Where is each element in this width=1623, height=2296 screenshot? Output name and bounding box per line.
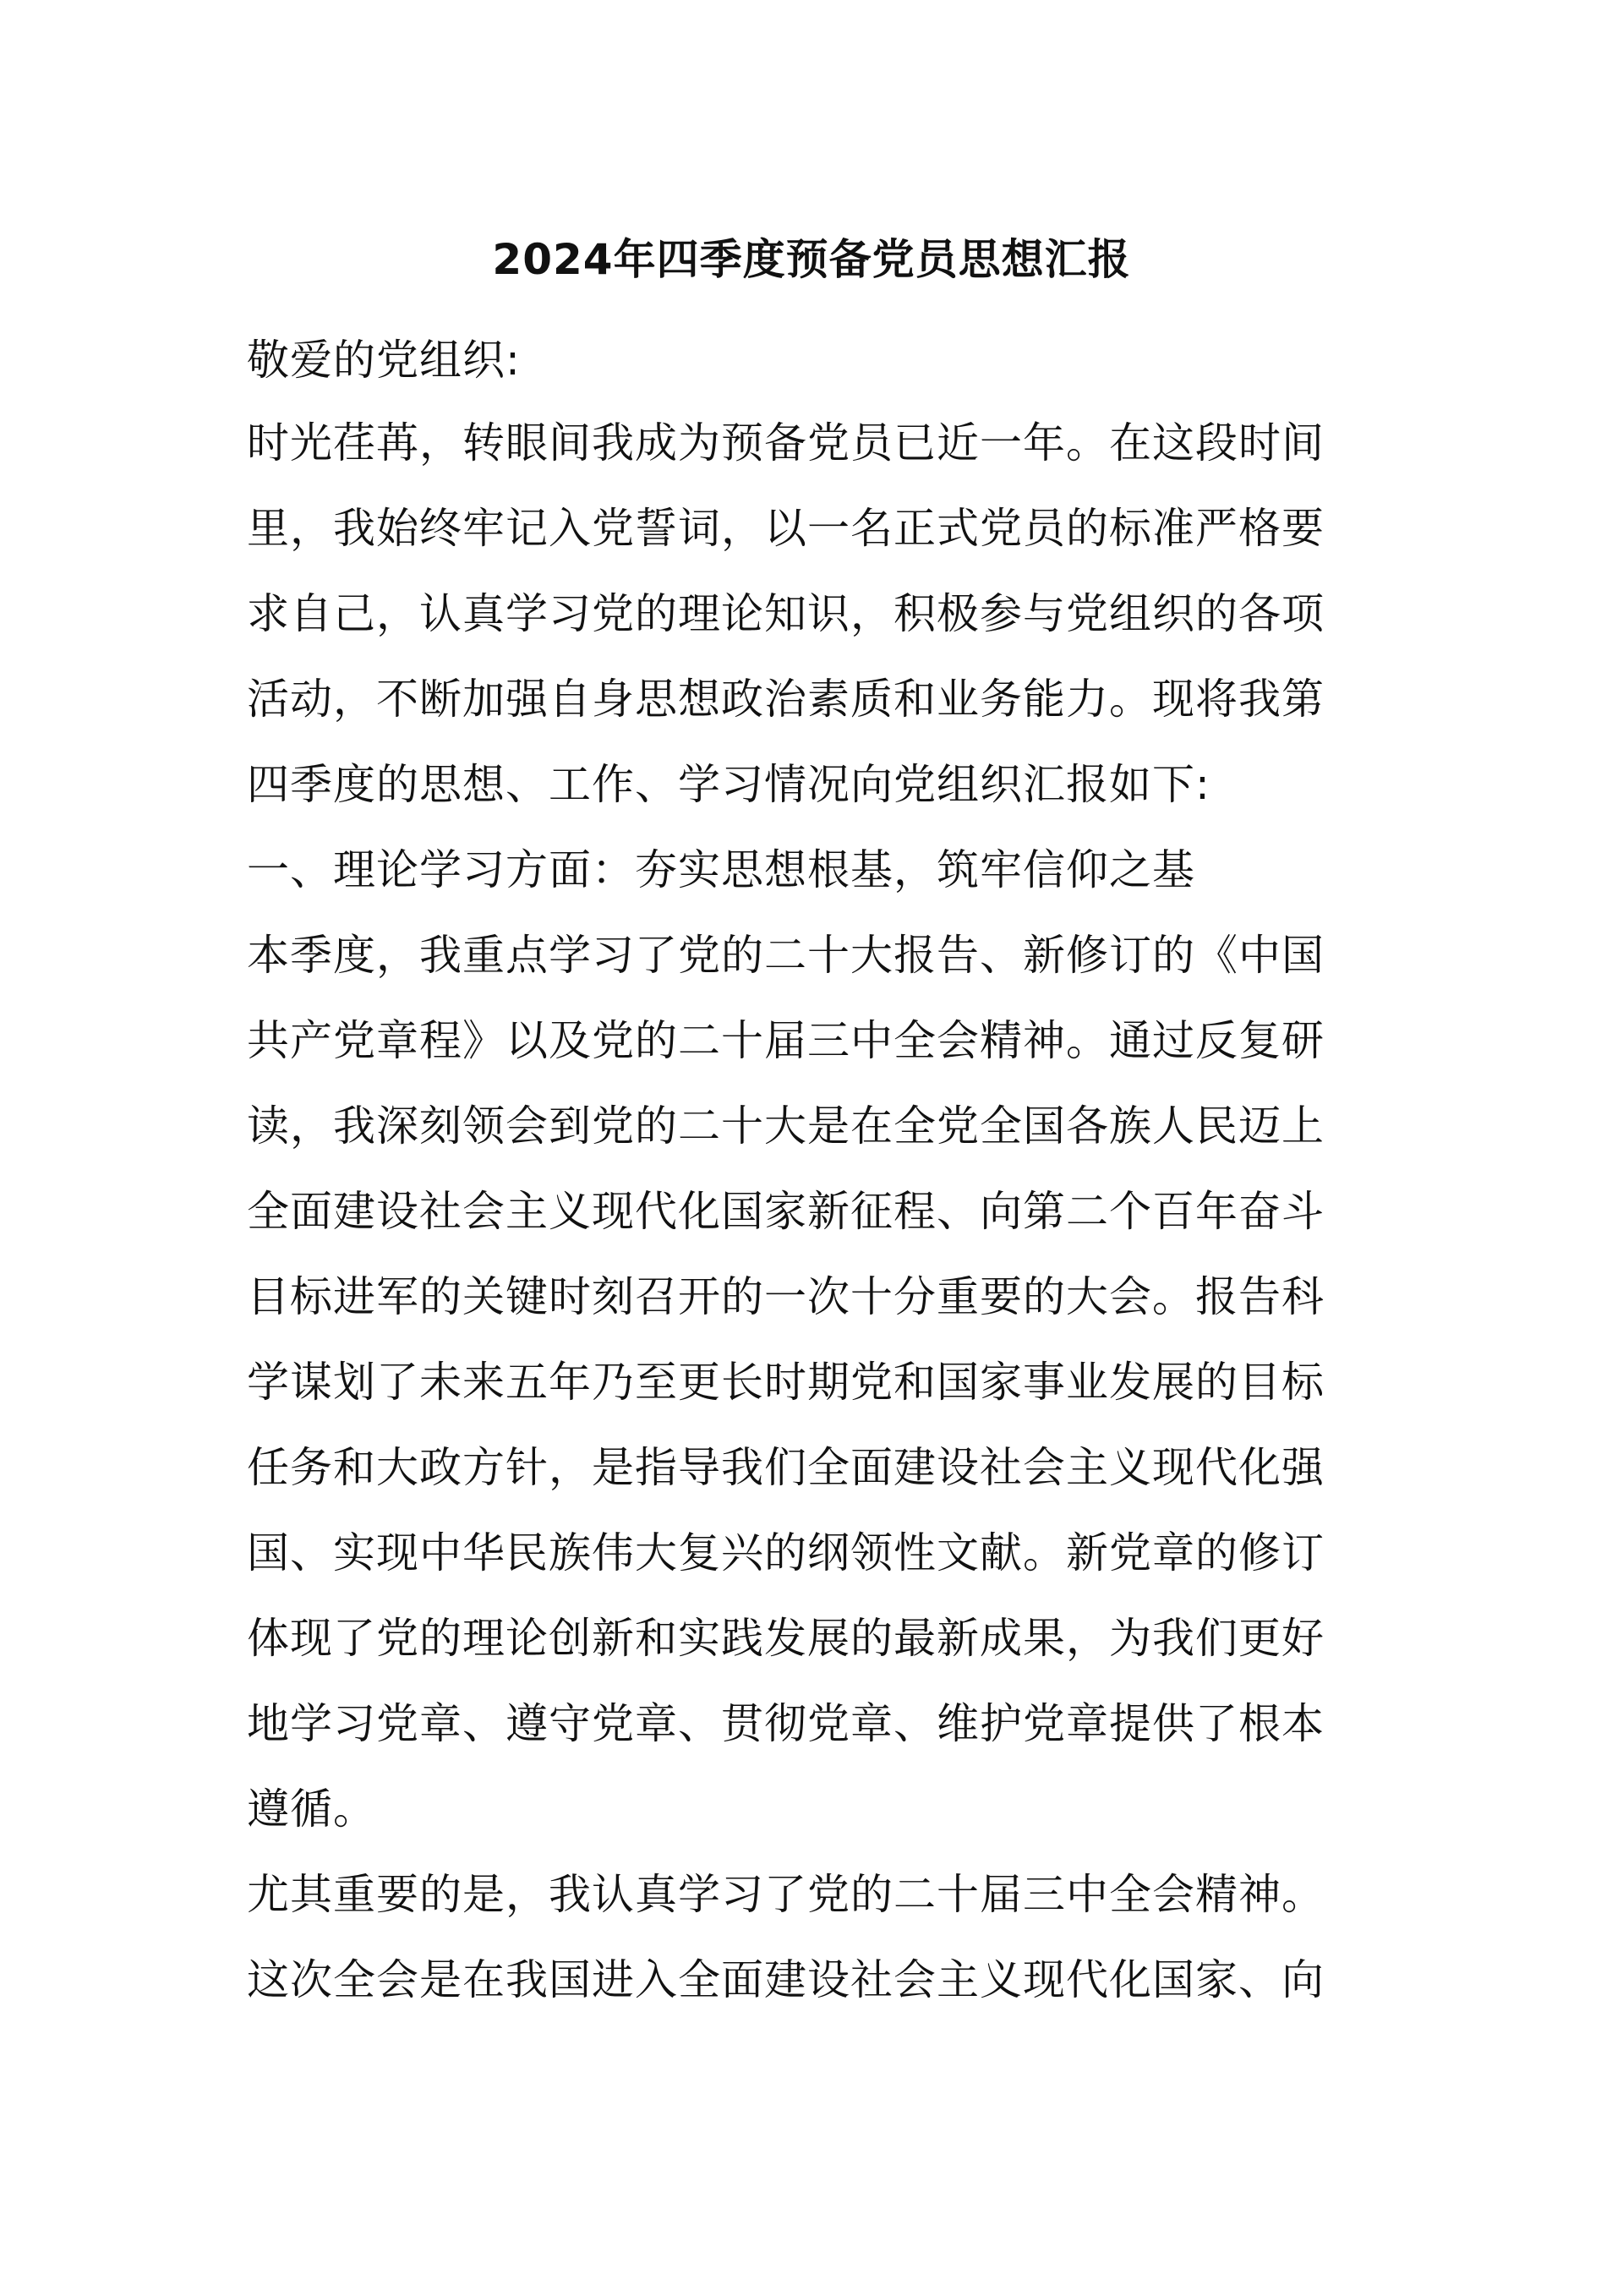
paragraph-line: 地学习党章、遵守党章、贯彻党章、维护党章提供了根本 xyxy=(247,1699,1325,1748)
paragraph-line: 共产党章程》以及党的二十届三中全会精神。通过反复研 xyxy=(247,1016,1325,1065)
paragraph-line: 活动，不断加强自身思想政治素质和业务能力。现将我第 xyxy=(247,675,1325,724)
paragraph-line: 这次全会是在我国进入全面建设社会主义现代化国家、向 xyxy=(247,1955,1325,2004)
paragraph-line: 四季度的思想、工作、学习情况向党组织汇报如下: xyxy=(247,760,1210,809)
paragraph-line: 求自己，认真学习党的理论知识，积极参与党组织的各项 xyxy=(247,589,1325,638)
paragraph-line: 目标进军的关键时刻召开的一次十分重要的大会。报告科 xyxy=(247,1272,1325,1321)
paragraph-line: 全面建设社会主义现代化国家新征程、向第二个百年奋斗 xyxy=(247,1187,1325,1236)
paragraph-line: 学谋划了未来五年乃至更长时期党和国家事业发展的目标 xyxy=(247,1358,1325,1407)
document-body xyxy=(247,320,1396,2023)
paragraph-line: 遵循。 xyxy=(247,1785,376,1834)
paragraph-line: 本季度，我重点学习了党的二十大报告、新修订的《中国 xyxy=(247,931,1325,980)
paragraph-line: 里，我始终牢记入党誓词，以一名正式党员的标准严格要 xyxy=(247,504,1325,553)
paragraph-line: 读，我深刻领会到党的二十大是在全党全国各族人民迈上 xyxy=(247,1102,1325,1151)
paragraph-line: 尤其重要的是，我认真学习了党的二十届三中全会精神。 xyxy=(247,1870,1325,1919)
section-heading-line: 一、理论学习方面：夯实思想根基，筑牢信仰之基 xyxy=(247,845,1195,894)
paragraph-line: 国、实现中华民族伟大复兴的纲领性文献。新党章的修订 xyxy=(247,1528,1325,1577)
document-title: 2024年四季度预备党员思想汇报 xyxy=(492,235,1131,284)
paragraph-line: 体现了党的理论创新和实践发展的最新成果，为我们更好 xyxy=(247,1614,1325,1663)
salutation-line: 敬爱的党组织: xyxy=(247,336,521,385)
paragraph-line: 时光荏苒，转眼间我成为预备党员已近一年。在这段时间 xyxy=(247,418,1325,467)
paragraph-line: 任务和大政方针，是指导我们全面建设社会主义现代化强 xyxy=(247,1443,1325,1492)
